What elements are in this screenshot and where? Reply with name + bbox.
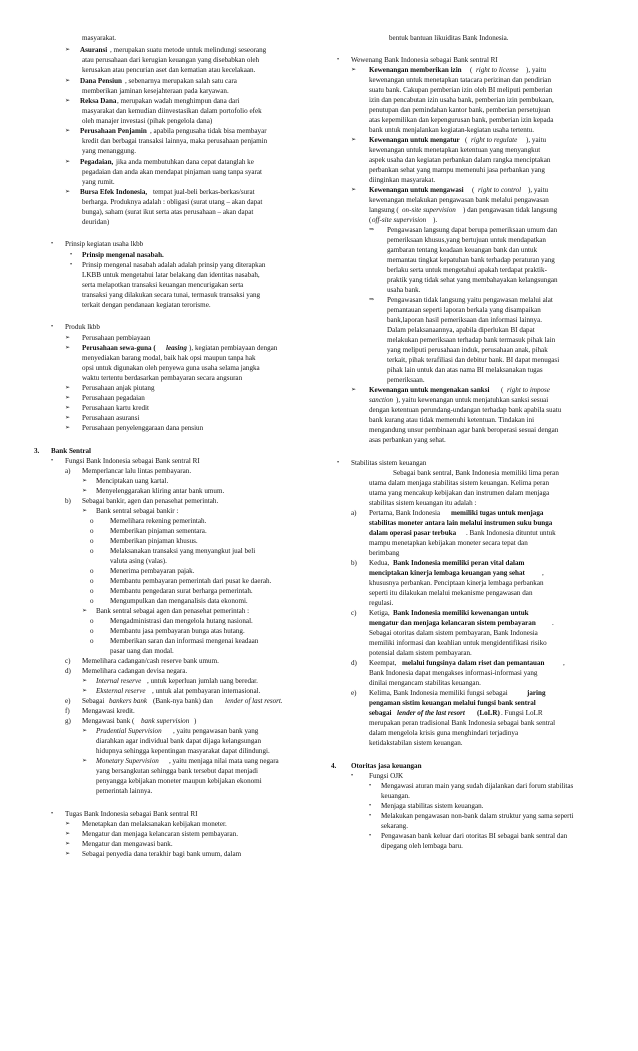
text-fragment: Mengumpulkan dan menganalisis data ekonomi. [110, 597, 248, 605]
text-fragment: Kewenangan untuk mengenakan sanksi [369, 386, 490, 394]
bullet-marker: • [369, 813, 372, 819]
text-fragment: Menetapkan dan melaksanakan kebijakan moneter. [82, 820, 227, 828]
text-fragment: pasar uang dan modal. [110, 647, 174, 655]
bullet-marker: • [369, 783, 372, 789]
bullet-marker: ➢ [65, 405, 71, 411]
text-fragment: hidupnya sehingga kepentingan masyarakat dapat dilindungi. [96, 747, 270, 755]
text-fragment: Kewenangan untuk mengawasi [369, 186, 464, 194]
text-fragment: Mengatur dan menjaga kelancaran sistem pembayaran. [82, 830, 238, 838]
text-fragment: bank,laporan hasil pemeriksaan dan informasi lainnya. [387, 316, 543, 324]
text-fragment: atau perusahaan dari kerugian keuangan yang disebabkan oleh [82, 56, 260, 64]
bullet-marker: ➢ [65, 395, 71, 401]
text-fragment: pegadaian dan anda akan mendapat pinjaman uang tanpa syarat [82, 168, 263, 176]
text-fragment: yang rumit. [82, 178, 115, 186]
text-fragment: right to impose [507, 386, 550, 394]
text-fragment: Bank Sentral [51, 447, 92, 455]
text-fragment: penutupan dan pemindahan kantor bank, pemberian persetujuan [369, 106, 551, 114]
text-fragment: Memelihara cadangan/cash reserve bank umum. [82, 657, 219, 665]
text-fragment: dinilai mengancam stabilitas keuangan. [369, 679, 481, 687]
text-fragment: Menciptakan uang kartal. [96, 477, 169, 485]
text-fragment: seperti itu dilakukan melalui mekanisme pengawasan dan [369, 589, 533, 597]
bullet-marker: • [70, 252, 73, 258]
text-fragment: Memelihara rekening pemerintah. [110, 517, 207, 525]
text-fragment: ), [189, 344, 194, 352]
bullet-marker: ➢ [65, 385, 71, 391]
text-fragment: bentuk bantuan likuiditas Bank Indonesia. [389, 34, 509, 42]
text-fragment: Bank sentral sebagai bankir : [96, 507, 179, 515]
text-fragment: Bank Indonesia memiliki kewenangan untuk [393, 609, 529, 617]
text-fragment: pemerintah lainnya. [96, 787, 153, 795]
text-fragment: off-site supervision [372, 216, 427, 224]
text-fragment: Menyelenggarakan kliring antar bank umum. [96, 487, 225, 495]
text-fragment: diinginkan masyarakat. [369, 176, 436, 184]
text-fragment: Keempat, [369, 659, 397, 667]
text-fragment: ( [472, 186, 475, 194]
text-fragment: lender of the last resort [397, 709, 465, 717]
text-fragment: Dalam pelaksanaannya, apabila diperlukan BI dapat [387, 326, 535, 334]
text-fragment: Sebagai bankir, agen dan penasehat pemerintah. [82, 497, 219, 505]
text-fragment: ), yaitu [526, 136, 547, 144]
text-fragment: usaha bank. [387, 286, 421, 294]
bullet-marker: o [90, 587, 94, 595]
text-fragment: . [552, 619, 554, 627]
text-fragment: berimbang [369, 549, 400, 557]
text-fragment: serta melapotkan transaksi keuangan mencurigakan serta [82, 281, 244, 289]
text-fragment: Mengawasi aturan main yang sudah dijalankan dari forum stabilitas [381, 782, 574, 790]
text-fragment: . Fungsi LoLR [501, 709, 543, 717]
text-fragment: ). [433, 216, 438, 224]
bullet-marker: ➢ [82, 758, 88, 764]
text-fragment: Memperlancar lalu lintas pembayaran. [82, 467, 192, 475]
text-fragment: f) [65, 707, 70, 715]
text-fragment: Membantu pembayaran pemerintah dari pusat ke daerah. [110, 577, 272, 585]
bullet-marker: o [90, 567, 94, 575]
text-fragment: dipegang oleh lembaga baru. [381, 842, 463, 850]
bullet-marker: ➢ [82, 508, 88, 514]
text-fragment: d) [351, 659, 357, 667]
text-fragment: Bank Indonesia dapat mengakses informasi-informasi yang [369, 669, 538, 677]
text-fragment: bunga), saham (surat ikut serta atas perusahaan – akan dapat [82, 208, 254, 216]
text-fragment: mengandung unsur pembinaan agar bank beroperasi sesuai dengan [369, 426, 559, 434]
bullet-marker: ➢ [82, 478, 88, 484]
bullet-marker: ⇒ [369, 227, 375, 233]
text-fragment: g) [65, 717, 71, 725]
text-fragment: bankers bank [109, 697, 148, 705]
text-fragment: Perusahaan kartu kredit [82, 404, 149, 412]
text-fragment: regulasi. [369, 599, 394, 607]
text-fragment: Membantu jasa pembayaran bunga atas hutang. [110, 627, 245, 635]
text-fragment: Fungsi OJK [369, 772, 404, 780]
text-fragment: Pengawasan tidak langsung yaitu pengawasan melalui alat [387, 296, 553, 304]
bullet-marker: ➢ [351, 387, 357, 393]
text-fragment: memantau tingkat kepatuhan bank terhadap peraturan yang [387, 256, 555, 264]
text-fragment: Bank sentral sebagai agen dan penasehat pemerintah : [96, 607, 250, 615]
bullet-marker: o [90, 627, 94, 635]
bullet-marker: • [337, 460, 340, 466]
text-fragment: terkait dengan pendanaan kegiatan terorisme. [82, 301, 211, 309]
text-fragment: dalam operasi pasar terbuka [369, 529, 457, 537]
text-fragment: asas perbankan yang sehat. [369, 436, 446, 444]
text-fragment: b) [65, 497, 71, 505]
bullet-marker: o [90, 637, 94, 645]
text-fragment: diarahkan agar individual bank dapat dijaga kelangsungan [96, 737, 262, 745]
text-fragment: lender of last resort. [225, 697, 283, 705]
text-fragment: bank untuk menjalankan kegiatan-kegiatan usaha tertentu. [369, 126, 535, 134]
text-fragment: sekarang. [381, 822, 408, 830]
text-fragment: Mengawasi kredit. [82, 707, 135, 715]
text-fragment: Wewenang Bank Indonesia sebagai Bank sentral RI [351, 56, 498, 64]
text-fragment: Internal reserve [96, 677, 142, 685]
text-fragment: Pegadaian, [80, 158, 114, 166]
bullet-marker: ➢ [65, 851, 71, 857]
text-fragment: Prinsip kegiatan usaha lkbb [65, 240, 144, 248]
text-fragment: Pertama, Bank Indonesia [369, 509, 441, 517]
text-fragment: waktu tertentu berdasarkan pembayaran secara angsuran [82, 374, 243, 382]
text-fragment: Stabilitas sistem keuangan [351, 459, 427, 467]
text-fragment: e) [351, 689, 357, 697]
bullet-marker: ➢ [351, 137, 357, 143]
text-fragment: pemeriksaan. [387, 376, 425, 384]
text-fragment: pengaman sistim keuangan melalui fungsi bank sentral [369, 699, 536, 707]
text-fragment: Kedua, [369, 559, 390, 567]
text-fragment: Mengatur dan mengawasi bank. [82, 840, 173, 848]
text-fragment: Menjaga stabilitas sistem keuangan. [381, 802, 484, 810]
text-fragment: ketidakstabilan sistem keuangan. [369, 739, 463, 747]
text-fragment: potensial dalam sistem pembayaran. [369, 649, 472, 657]
text-fragment: , untuk alat pembayaran internasional. [152, 687, 261, 695]
text-fragment: yang menanggung. [82, 147, 136, 155]
text-fragment: Perusahaan pembiayaan [82, 334, 151, 342]
bullet-marker: ➢ [65, 47, 71, 53]
bullet-marker: ➢ [82, 608, 88, 614]
text-fragment: Kewenangan untuk mengatur [369, 136, 460, 144]
text-fragment: Mengawasi bank ( [82, 717, 135, 725]
text-fragment: Fungsi Bank Indonesia sebagai Bank sentral RI [65, 457, 200, 465]
text-fragment: kerusakan atau pencurian aset dan kematian atau kecelakaan. [82, 66, 256, 74]
text-fragment: Memelihara cadangan devisa negara. [82, 667, 188, 675]
bullet-marker: o [90, 617, 94, 625]
text-fragment: transaksi yang dilakukan secara tunai, termasuk transaksi yang [82, 291, 261, 299]
text-fragment: melakukan pemeriksaan terhadap bank termasuk pihak lain [387, 336, 556, 344]
text-fragment: yang meliputi perusahaan induk, perusahaan anak, pihak [387, 346, 548, 354]
text-fragment: Pengawasan langsung dapat berupa pemeriksaan umum dan [387, 226, 558, 234]
bullet-marker: • [369, 833, 372, 839]
text-fragment: b) [351, 559, 357, 567]
text-fragment: Tugas Bank Indonesia sebagai Bank sentral RI [65, 810, 198, 818]
bullet-marker: • [51, 811, 54, 817]
text-fragment: Reksa Dana [80, 97, 117, 105]
text-fragment: terkait, pihak terafiliasi dan debitur bank. BI dapat menugasi [387, 356, 560, 364]
text-fragment: Menerima pembayaran pajak. [110, 567, 195, 575]
text-fragment: Monetary Supervision [96, 757, 159, 765]
text-fragment: Perusahaan anjak piutang [82, 384, 155, 392]
bullet-marker: • [351, 773, 354, 779]
text-fragment: ), yaitu kewenangan untuk menjatuhkan sanksi sesuai [396, 396, 549, 404]
text-fragment: 3. [34, 447, 40, 455]
text-fragment: merupakan peran tradisional Bank Indonesia sebagai bank sentral [369, 719, 556, 727]
text-fragment: dalam mengelola krisis guna menghindari terjadinya [369, 729, 519, 737]
text-fragment: berlaku serta untuk mengetahui apakah terdapat praktik- [387, 266, 547, 274]
text-fragment: Perusahaan asuransi [82, 414, 140, 422]
text-fragment: c) [65, 657, 71, 665]
text-fragment: Sebagai penyedia dana terakhir bagi bank umum, dalam [82, 850, 242, 858]
bullet-marker: ➢ [65, 159, 71, 165]
text-fragment: utama dalam menjaga stabilitas sistem keuangan. Kelima peran [369, 479, 550, 487]
text-fragment: perbankan sehat yang mampu memenuhi jasa perbankan yang [369, 166, 545, 174]
text-fragment: stabilitas sistem keuangan itu adalah : [369, 499, 477, 507]
text-fragment: ) dan pengawasan tidak langsung [463, 206, 558, 214]
text-fragment: menciptakan kinerja lembaga keuangan yang sehat [369, 569, 525, 577]
text-fragment: bank supervision [141, 717, 190, 725]
text-fragment: yang bersangkutan sehingga bank tersebut dapat menjadi [96, 767, 258, 775]
bullet-marker: o [90, 597, 94, 605]
bullet-marker: ➢ [65, 841, 71, 847]
bullet-marker: • [51, 458, 54, 464]
text-fragment: Bursa Efek Indonesia, [80, 188, 148, 196]
text-fragment: a) [351, 509, 357, 517]
bullet-marker: • [70, 262, 73, 268]
text-fragment: Sebagai otoritas dalam sistem pembayaran, Bank Indonesia [369, 629, 538, 637]
bullet-marker: ⇒ [369, 297, 375, 303]
text-fragment: Perusahaan sewa-guna ( [82, 344, 156, 352]
text-fragment: , untuk keperluan jumlah uang beredar. [147, 677, 258, 685]
text-fragment: ), yaitu [528, 186, 549, 194]
bullet-marker: ➢ [65, 78, 71, 84]
text-fragment: right to regulate [471, 136, 518, 144]
bullet-marker: ➢ [351, 187, 357, 193]
bullet-marker: • [51, 241, 54, 247]
bullet-marker: • [51, 324, 54, 330]
bullet-marker: ➢ [65, 98, 71, 104]
text-fragment: menyediakan barang modal, baik hak opsi maupun tanpa hak [82, 354, 256, 362]
bullet-marker: o [90, 537, 94, 545]
bullet-marker: ➢ [82, 488, 88, 494]
text-fragment: langsung ( [369, 206, 399, 214]
bullet-marker: ➢ [65, 425, 71, 431]
text-fragment: mengatur dan menjaga kelancaran sistem pembayaran [369, 619, 536, 627]
text-fragment: suatu bank. Cakupan pemberian izin oleh BI meliputi pemberian [369, 86, 553, 94]
text-fragment: , yaitu menjaga nilai mata uang negara [169, 757, 279, 765]
text-fragment: , yaitu pengawasan bank yang [173, 727, 259, 735]
text-fragment: Asuransi [80, 46, 108, 54]
bullet-marker: ➢ [65, 189, 71, 195]
text-fragment: Melakukan pengawasan non-bank dalam struktur yang sama seperti [381, 812, 574, 820]
text-fragment: ( [470, 66, 473, 74]
text-fragment: Melaksanakan transaksi yang menyangkut jual beli [110, 547, 256, 555]
bullet-marker: o [90, 547, 94, 555]
text-fragment: Otoritas jasa keuangan [351, 762, 422, 770]
text-fragment: stabilitas moneter antara lain melalui instrumen suku bunga [369, 519, 553, 527]
text-fragment: right to license [476, 66, 519, 74]
text-fragment: memberikan jaminan kesejahteraan pada karyawan. [82, 87, 229, 95]
text-fragment: Sebagai bank sentral, Bank Indonesia memiliki lima peran [393, 469, 559, 477]
text-fragment: pihak lain untuk dan atas nama BI melaksanakan tugas [387, 366, 543, 374]
text-fragment: (LoLR) [477, 709, 500, 717]
text-fragment: , apabila pengusaha tidak bisa membayar [150, 127, 267, 135]
text-fragment: pemantauan seperti laporan berkala yang disampaikan [387, 306, 541, 314]
text-fragment: Produk lkbb [65, 323, 100, 331]
text-fragment: , merupakan suatu metode untuk melindungi seseorang [110, 46, 267, 54]
text-fragment: memiliki informasi dan keahlian untuk mengidentifikasi risiko [369, 639, 547, 647]
text-fragment: Pengawasan bank keluar dari otoritas BI sebagai bank sentral dan [381, 832, 568, 840]
text-fragment: Kewenangan memberikan izin [369, 66, 462, 74]
text-fragment: , [563, 659, 565, 667]
bullet-marker: ➢ [65, 345, 71, 351]
text-fragment: a) [65, 467, 71, 475]
text-fragment: , [542, 569, 544, 577]
bullet-marker: ➢ [65, 415, 71, 421]
text-fragment: jaring [527, 689, 546, 697]
text-fragment: khususnya perbankan. Penciptaan kinerja lembaga perbankan [369, 579, 544, 587]
text-fragment: masyarakat. [82, 34, 117, 42]
text-fragment: LKBB untuk mengetahui latar belakang dan identitas nasabah, [82, 271, 260, 279]
text-fragment: , sebenarnya merupakan salah satu cara [125, 77, 237, 85]
text-fragment: kegiatan pembiayaan dengan [195, 344, 278, 352]
bullet-marker: ➢ [82, 678, 88, 684]
text-fragment: Mengadministrasi dan mengelola hutang nasional. [110, 617, 253, 625]
text-fragment: Perusahaan Penjamin [80, 127, 147, 135]
text-fragment: jika anda membutuhkan dana cepat datanglah ke [116, 158, 254, 166]
text-fragment: Dana Pensiun [80, 77, 122, 85]
text-fragment: tempat jual-beli berkas-berkas/surat [153, 188, 255, 196]
text-fragment: c) [351, 609, 357, 617]
text-fragment: ( [465, 136, 468, 144]
text-fragment: Perusahaan pegadaian [82, 394, 145, 402]
text-fragment: Prinsip mengenal nasabah. [82, 251, 164, 259]
text-fragment: Memberikan pinjaman khusus. [110, 537, 198, 545]
bullet-marker: o [90, 577, 94, 585]
text-fragment: pemeriksaan khusus,yang bertujuan untuk mendapatkan [387, 236, 546, 244]
text-fragment: Ketiga, [369, 609, 390, 617]
text-fragment: kredit dan berbagai transaksi lainnya, maka perusahaan penjamin [82, 137, 268, 145]
text-fragment: , merupakan wadah menghimpun dana dari [117, 97, 240, 105]
bullet-marker: ➢ [82, 728, 88, 734]
text-fragment: kewenangan untuk menetapkan tatacara perizinan dan pendirian [369, 76, 551, 84]
text-fragment: Eksternal reserve [96, 687, 146, 695]
text-fragment: . Bank Indonesia dituntut untuk [466, 529, 556, 537]
text-fragment: atas kepemilikan dan kepengurusan bank, pemberian izin kepada [369, 116, 554, 124]
text-fragment: bank kurang atau tidak memenuhi ketentuan. Tindakan ini [369, 416, 535, 424]
bullet-marker: o [90, 527, 94, 535]
text-fragment: berharga. Produknya adalah : obligasi (surat utang – akan dapat [82, 198, 263, 206]
text-fragment: mampu menetapkan kebijakan moneter secara tepat dan [369, 539, 528, 547]
bullet-marker: ➢ [65, 335, 71, 341]
text-fragment: 4. [331, 762, 337, 770]
text-fragment: kewenangan untuk menetapkan ketentuan yang menyangkut [369, 146, 541, 154]
text-fragment: Kelima, Bank Indonesia memiliki fungsi sebagai [369, 689, 508, 697]
text-fragment: valuta asing (valas). [110, 557, 167, 565]
bullet-marker: • [337, 57, 340, 63]
text-fragment: ( [501, 386, 504, 394]
bullet-marker: ➢ [65, 821, 71, 827]
text-fragment: gambaran tentang keadaan keuangan bank dan untuk [387, 246, 538, 254]
text-fragment: Perusahaan penyelenggaraan dana pensiun [82, 424, 204, 432]
bullet-marker: ➢ [351, 67, 357, 73]
text-fragment: praktik yang tidak sehat yang membahayakan kelangsungan [387, 276, 558, 284]
text-fragment: e) [65, 697, 71, 705]
bullet-marker: o [90, 517, 94, 525]
text-fragment: sanction [369, 396, 394, 404]
text-fragment: utama yang mencakup kebijakan dan instrumen dalam menjaga [369, 489, 550, 497]
text-fragment: Prinsip mengenal nasabah adalah adalah prinsip yang diterapkan [82, 261, 266, 269]
text-fragment: ) [194, 717, 197, 725]
text-fragment: (Bank-nya bank) dan [153, 697, 213, 705]
text-fragment: ( [369, 216, 372, 224]
text-fragment: Bank Indonesia memiliki peran vital dalam [393, 559, 525, 567]
text-fragment: Prudential Supervision [96, 727, 162, 735]
bullet-marker: • [369, 803, 372, 809]
text-fragment: dengan ketentuan perundang-undangan terhadap bank apabila suatu [369, 406, 562, 414]
text-fragment: izin dan pencabutan izin usaha bank, pemberian izin pembukaan, [369, 96, 554, 104]
text-fragment: penyangga kebijakan moneter maupun kebijakan ekonomi [96, 777, 262, 785]
text-fragment: oleh manajer investasi (pihak pengelola dana) [82, 117, 213, 125]
text-fragment: Memberikan pinjaman sementara. [110, 527, 207, 535]
text-fragment: right to control [478, 186, 522, 194]
text-fragment: on-site supervision [402, 206, 456, 214]
text-fragment: masyarakat dan kemudian diinvestasikan dalam portofolio efek [82, 107, 262, 115]
text-fragment: sebagai [369, 709, 392, 717]
text-fragment: memiliki tugas untuk menjaga [451, 509, 544, 517]
text-fragment: opsi untuk digunakan oleh penyewa guna usaha selama jangka [82, 364, 260, 372]
text-fragment: Memberikan saran dan informasi mengenai keadaan [110, 637, 259, 645]
bullet-marker: ➢ [82, 688, 88, 694]
text-fragment: leasing [166, 344, 187, 352]
text-fragment: deuridan) [82, 218, 110, 226]
text-fragment: Membantu pengedaran surat berharga pemerintah. [110, 587, 253, 595]
bullet-marker: ➢ [65, 831, 71, 837]
text-fragment: melalui fungsinya dalam riset dan pemantauan [402, 659, 545, 667]
text-fragment: keuangan. [381, 792, 410, 800]
text-fragment: d) [65, 667, 71, 675]
text-fragment: Sebagai [82, 697, 105, 705]
text-fragment: kewenangan melakukan pengawasan bank melalui pengawasan [369, 196, 549, 204]
bullet-marker: ➢ [65, 128, 71, 134]
text-fragment: ), yaitu [526, 66, 547, 74]
text-fragment: aspek usaha dan kegiatan perbankan dalam rangka menciptakan [369, 156, 551, 164]
